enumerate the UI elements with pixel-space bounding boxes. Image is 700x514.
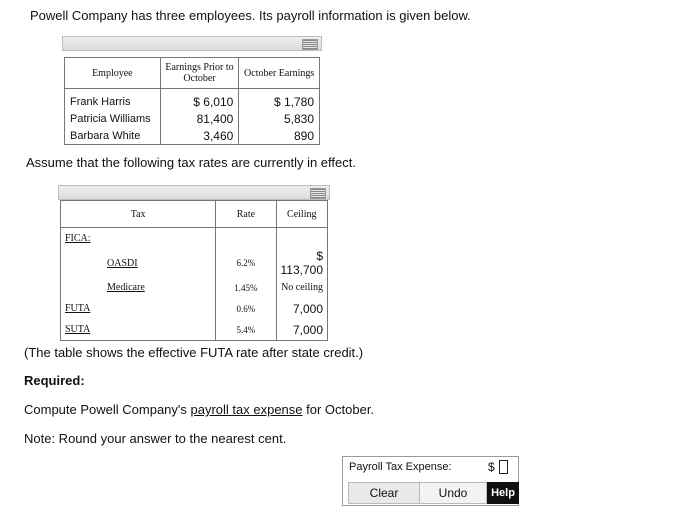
suta-ceiling: 7,000 [276, 319, 327, 341]
table-row [65, 89, 320, 111]
employees-table [64, 57, 320, 145]
suta-label: SUTA [65, 324, 91, 335]
futa-label: FUTA [65, 303, 91, 314]
rate-header: Rate [216, 201, 276, 228]
intro-text: Powell Company has three employees. Its payroll information is given below. [30, 8, 471, 23]
table-row [65, 127, 320, 145]
medicare-label: Medicare [107, 282, 145, 293]
october-earnings: $ 1,780 [239, 89, 320, 111]
undo-button[interactable]: Undo [419, 482, 487, 504]
oasdi-label: OASDI [107, 257, 138, 269]
help-button[interactable]: Help [487, 482, 519, 504]
table-row [61, 228, 328, 250]
payroll-tax-expense-link[interactable]: payroll tax expense [190, 402, 303, 417]
futa-rate: 0.6% [216, 298, 276, 319]
prior-earnings: 81,400 [160, 110, 239, 127]
employee-header: Employee [65, 58, 161, 89]
payroll-tax-expense-label: Payroll Tax Expense: [349, 461, 452, 473]
grip-icon[interactable] [302, 39, 318, 50]
oasdi-rate: 6.2% [216, 249, 276, 277]
suta-rate: 5.4% [216, 319, 276, 341]
compute-text-after: for October. [302, 402, 375, 417]
assume-text: Assume that the following tax rates are currently in effect. [26, 155, 356, 170]
tax-header: Tax [61, 201, 216, 228]
compute-text-before: Compute Powell Company's [24, 402, 191, 417]
october-earnings: 890 [239, 127, 320, 145]
prior-earnings: 3,460 [160, 127, 239, 145]
prior-earnings: $ 6,010 [160, 89, 239, 111]
currency-symbol: $ [488, 460, 495, 474]
futa-ceiling: 7,000 [276, 298, 327, 319]
fica-label: FICA: [65, 233, 91, 244]
ceiling-header: Ceiling [276, 201, 327, 228]
grip-icon[interactable] [310, 188, 326, 199]
required-heading: Required: [24, 373, 85, 388]
compute-instruction [24, 402, 374, 417]
employees-table-titlebar [62, 36, 322, 51]
prior-earnings-header-line1: Earnings Prior to [165, 62, 234, 73]
prior-earnings-header [160, 58, 239, 89]
medicare-rate: 1.45% [216, 277, 276, 298]
futa-note: (The table shows the effective FUTA rate after state credit.) [24, 345, 364, 360]
october-earnings: 5,830 [239, 110, 320, 127]
table-row [61, 319, 328, 341]
answer-panel [342, 456, 519, 506]
round-note: Note: Round your answer to the nearest cent. [24, 431, 287, 446]
table-row [65, 110, 320, 127]
employee-name: Barbara White [65, 127, 161, 145]
tax-table-titlebar [58, 185, 330, 200]
table-row [61, 277, 328, 298]
oasdi-ceiling: $ 113,700 [276, 249, 327, 277]
table-row [61, 298, 328, 319]
october-earnings-header: October Earnings [239, 58, 320, 89]
employee-name: Frank Harris [65, 89, 161, 111]
payroll-tax-expense-input[interactable] [499, 460, 508, 474]
medicare-ceiling: No ceiling [276, 277, 327, 298]
table-row [61, 249, 328, 277]
employee-name: Patricia Williams [65, 110, 161, 127]
tax-rates-table [60, 200, 328, 341]
prior-earnings-header-line2: October [183, 73, 216, 84]
clear-button[interactable]: Clear [348, 482, 420, 504]
